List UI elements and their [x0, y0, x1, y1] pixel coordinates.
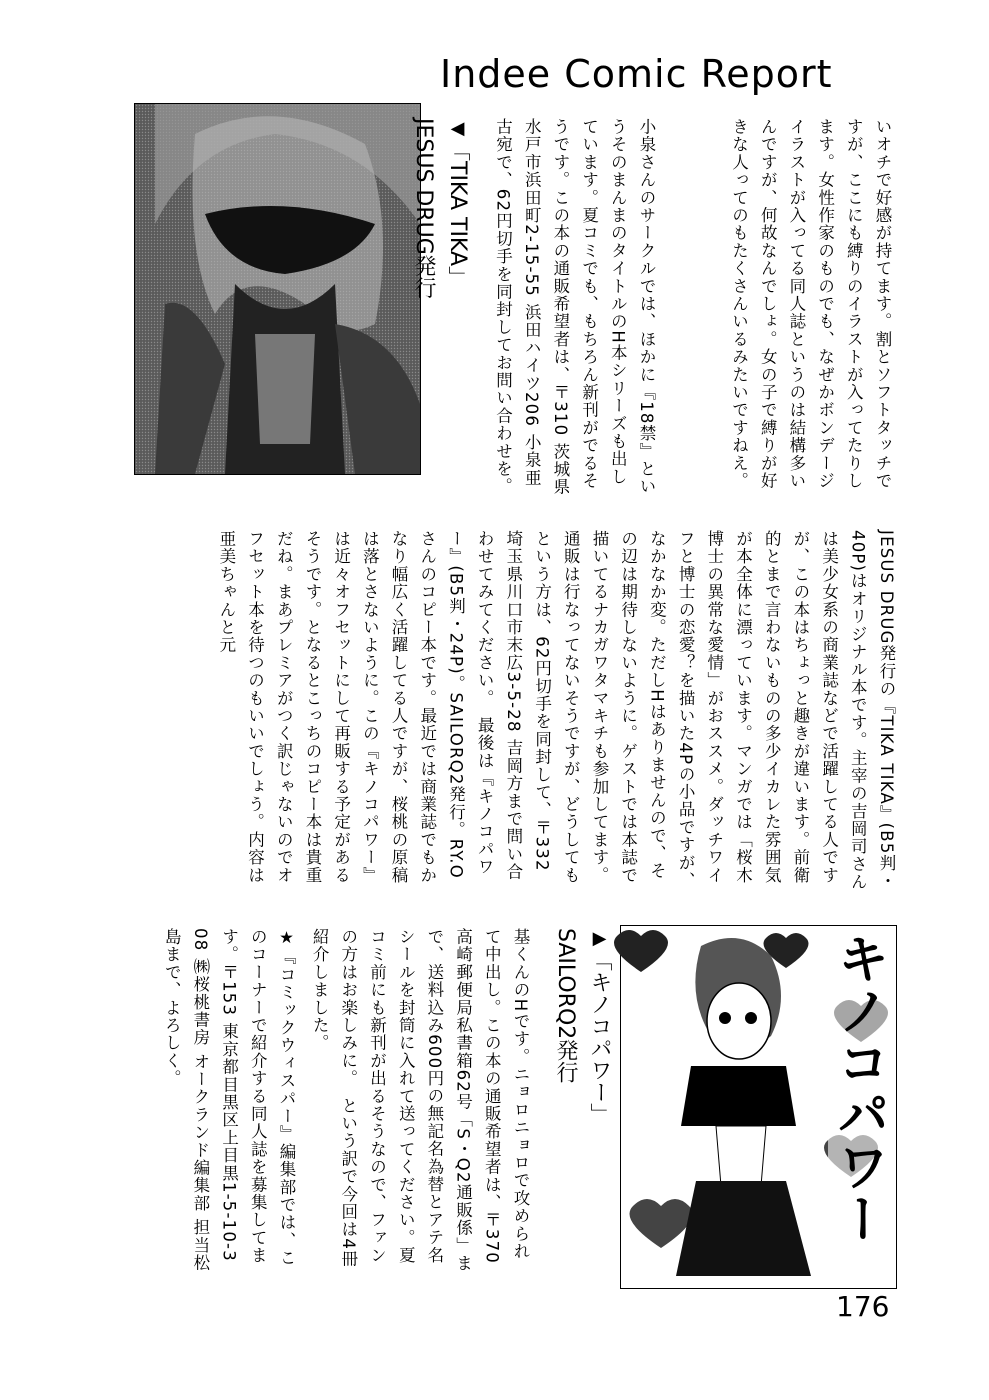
caption-arrow-icon: ▶ [589, 928, 610, 949]
article-text-bottom-middle: 基くんのHです。ニョロニョロで攻められて中出し。この本の通販希望者は、〒370 高崎郵便局私書箱62号「S・Q2通販係」まで、送料込み600円の無記名為替とアテ名シールを封筒に入れて送ってください。夏コミ前にも新刊が出るそうなので、ファンの方はお楽しみに。 という訳で今回は4冊紹介しました。 [310, 928, 530, 1273]
caption-publisher: JESUS DRUG発行 [411, 118, 436, 299]
caption-publisher: SAILORQ2発行 [553, 928, 578, 1084]
tika-tika-cover-image [134, 103, 421, 475]
caption-title: 「TIKA TIKA」 [445, 139, 470, 289]
kinoko-power-cover-title: キノコパワー [828, 932, 888, 1244]
article-text-top-middle: 小泉さんのサークルでは、ほかに『18禁』というそのまんまのタイトルのH本シリーズも出しています。夏コミでも、もちろん新刊がでるそうです。この本の通販希望者は、〒310 茨城県水戸市浜田町2-15-55 浜田ハイツ206 小泉亜古宛で、62円切手を同封してお問い合わせを。 [493, 118, 656, 496]
article-text-middle: JESUS DRUG発行の『TIKA TIKA』(B5判・40P)はオリジナル本です。主宰の吉岡司さんは美少女系の商業誌などで活躍してる人ですが、この本はちょっと趣きが違います。前衛的とまで言わないものの多少イカレた雰囲気が本全体に漂っています。マンガでは「桜木博士の異常な愛情」がおススメ。ダッチワイフと博士の恋愛？を描いた4Pの小品ですが、なかなか変。ただしHはありませんので、その辺は期待しないように。ゲストでは本誌で描いてるナカガワタマキチも参加してます。通販は行なってないそうですが、どうしてもという方は、62円切手を同封して、〒332 埼玉県川口市末広3-5-28 吉岡方まで問い合わせてみてください。 最後は『キノコパワー』(B5判・24P)。SAILORQ2発行。RY.Oさんのコピー本です。最近では商業誌でもかなり幅広く活躍してる人ですが、桜桃の原稿は落とさないように。この『キノコパワー』は近々オフセットにして再販する予定があるそうです。となるとこっちのコピー本は貴重だね。まあプレミアがつく訳じゃないのでオフセット本を待つのもいいでしょう。内容は亜美ちゃんと元 [216, 530, 896, 891]
article-text-bottom-left: ★『コミックウィスパー』編集部では、このコーナーで紹介する同人誌を募集してます。〒153 東京都目黒区上目黒1-5-10-3 08 ㈱桜桃書房 オークランド編集部 担当松島まで、よろしく。 [162, 928, 296, 1272]
page-number: 176 [836, 1290, 890, 1323]
caption-arrow-icon: ◀ [447, 118, 468, 139]
kinoko-power-cover-image [620, 925, 897, 1289]
tika-tika-illustration [135, 104, 420, 474]
article-text-top-right: いオチで好感が持てます。割とソフトタッチですが、ここにも縛りのイラストが入ってたりします。女性作家のものでも、なぜかボンデージイラストが入ってる同人誌というのは結構多いんですが、何故なんでしょ。女の子で縛りが好きな人ってのもたくさんいるみたいですねえ。 [729, 118, 892, 490]
page-title: Indee Comic Report [440, 52, 833, 96]
caption-title: 「キノコパワー」 [587, 949, 612, 1125]
kinoko-power-caption [548, 928, 616, 1308]
